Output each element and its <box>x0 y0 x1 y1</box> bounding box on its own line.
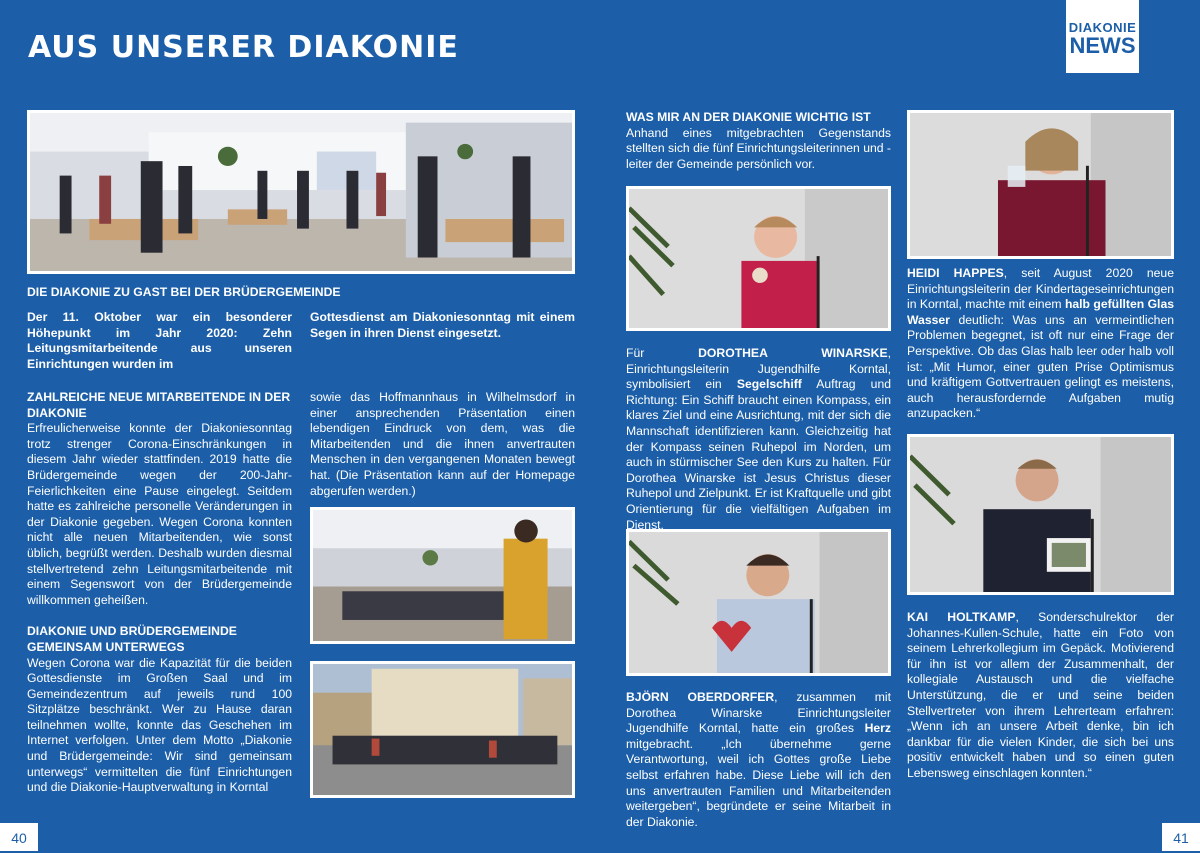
dorothea-winarske-photo <box>626 186 891 331</box>
logo-line1: DIAKONIE <box>1068 20 1137 35</box>
heidi-name: HEIDI HAPPES <box>907 266 1004 280</box>
bjoern-name: BJÖRN OBERDORFER <box>626 690 775 704</box>
col2-text: sowie das Hoffmannhaus in Wilhelmsdorf in einer ansprechenden Präsentation einen lebendigen Eindruck von dem, was die Mitarbeitenden und die ihnen anvertrauten Menschen in den vergangenen Monaten bewegt hat. (Die Präsentation kann auf der Homepage abgerufen werden.) <box>310 390 575 498</box>
section1-text: Erfreulicherweise konnte der Diakoniesonntag trotz strenger Corona-Einschränkungen in diesem Jahr wieder stattfinden. 2019 hatte die Brüdergemeinde wegen der 200-Jahr-Feierlichkeiten eine Pause eingelegt. Seitdem hatte es zahlreiche personelle Veränderungen in der Diakonie gegeben. Wegen Corona konnten nicht alle neuen Mitarbeitenden, wie sonst üblich, begrüßt werden. Deshalb wurden diesmal stellvertretend zehn Leitungsmitarbeitende mit einem Segenswort von der Brüdergemeinde willkommen geheißen. <box>27 421 292 607</box>
right-intro <box>626 110 891 172</box>
heidi-object: halb gefüllten Glas Wasser <box>907 297 1175 327</box>
church-service-photo <box>27 110 575 274</box>
congregation-photo <box>310 507 575 644</box>
section2-text: Wegen Corona war die Kapazität für die beiden Gottesdienste im Großen Saal und im Gemeindezentrum auf jeweils rund 100 Sitzplätze beschränkt. Wer zu Hause daran teilnehmen wollte, konnte das Geschehen im Internet verfolgen. Unter dem Motto „Diakonie und Brüdergemeinde: Wir sind gemeinsam unterwegs“ vermittelten die fünf Einrichtungen und die Diakonie-Hauptverwaltung in Korntal <box>27 655 292 795</box>
outdoor-gathering-photo <box>310 661 575 798</box>
photo-caption: DIE DIAKONIE ZU GAST BEI DER BRÜDERGEMEINDE <box>27 285 341 299</box>
dorothea-name: DOROTHEA WINARSKE <box>698 346 888 360</box>
section2-heading: DIAKONIE UND BRÜDERGEMEINDE GEMEINSAM UNTERWEGS <box>27 624 237 654</box>
kai-name: KAI HOLTKAMP <box>907 610 1016 624</box>
heidi-happes-photo <box>907 110 1174 259</box>
section1-heading: ZAHLREICHE NEUE MITARBEITENDE IN DER DIAKONIE <box>27 390 291 420</box>
diakonie-news-logo <box>1066 0 1139 73</box>
heidi-text: HEIDI HAPPES, seit August 2020 neue Einrichtungsleiterin der Kindertageseinrichtungen in Korntal, machte mit einem halb gefüllten Glas Wasser deutlich: Was uns an vermeintlichen Problemen begegnet, ist oft nur eine Frage der Perspektive. Ob das Glas halb leer oder halb voll ist: „Mit Humor, einer guten Prise Optimismus und kräftigem Gottvertrauen gelingt es meistens, auch herausfordernde Aufgaben mutig anzupacken.“ <box>907 266 1175 421</box>
page-title: AUS UNSERER DIAKONIE <box>28 30 459 65</box>
dorothea-object: Segelschiff <box>736 377 802 392</box>
kai-text: KAI HOLTKAMP, Sonderschulrektor der Johannes-Kullen-Schule, hatte ein Foto von seinem Lehrerkollegium im Gepäck. Motivierend für ihn ist vor allem der Zusammenhalt, der kollegiale Austausch und die vielfache Unterstützung, die er und seine beiden Stellvertreter von ihrem Lehrerteam erfahren: „Wenn ich an unsere Arbeit denke, bin ich dankbar für die vielen Kinder, die sich bei uns positiv entwickelt haben und so einen guten Lebensweg einschlagen konnten.“ <box>907 610 1174 780</box>
right-heading-text: Anhand eines mitgebrachten Gegenstands stellten sich die fünf Einrichtungsleiterinnen und -leiter der Gemeinde persönlich vor. <box>626 125 891 171</box>
left-column <box>27 390 292 796</box>
bjoern-object: Herz <box>864 721 891 736</box>
page-number-left: 40 <box>0 823 38 851</box>
bjoern-oberdorfer-photo <box>626 529 891 676</box>
right-heading: WAS MIR AN DER DIAKONIE WICHTIG IST <box>626 110 871 124</box>
page-number-right: 41 <box>1162 823 1200 851</box>
bjoern-text: BJÖRN OBERDORFER, zusammen mit Dorothea Winarske Einrichtungsleiter Jugendhilfe Korntal, hatte ein großes Herz mitgebracht. „Ich übernehme gerne Verantwortung, weil ich Gottes große Liebe selbst erfahren habe. Diese Liebe will ich den uns anvertrauten Familien und Mitarbeitenden weitergeben“, begründete er seine Mitarbeit in der Diakonie. <box>626 690 891 829</box>
dorothea-text: Für DOROTHEA WINARSKE, Einrichtungsleiterin Jugendhilfe Korntal, symbolisiert ein Segelschiff Auftrag und Richtung: Ein Schiff braucht einen Kompass, ein klares Ziel und eine Ausrichtung, mit der sich die Mannschaft identifizieren kann. Gleichzeitig hat der Kompass seinen Ruhepol im Norden, um auch in stürmischer See den Kurs zu halten. Für Dorothea Winarske ist Jesus Christus dieser Ruhepol und Zielpunkt. Er ist Kraftquelle und gibt Orientierung für die vielfältigen Aufgaben im Dienst. <box>626 346 892 532</box>
logo-line2: NEWS <box>1069 33 1136 58</box>
kai-holtkamp-photo <box>907 434 1174 595</box>
intro-text-col2: Gottesdienst am Diakoniesonntag mit einem Segen in ihren Dienst eingesetzt. <box>310 310 575 340</box>
intro-text-col1: Der 11. Oktober war ein besonderer Höhepunkt im Jahr 2020: Zehn Leitungsmitarbeitende aus unseren Einrichtungen wurden im <box>27 310 292 371</box>
